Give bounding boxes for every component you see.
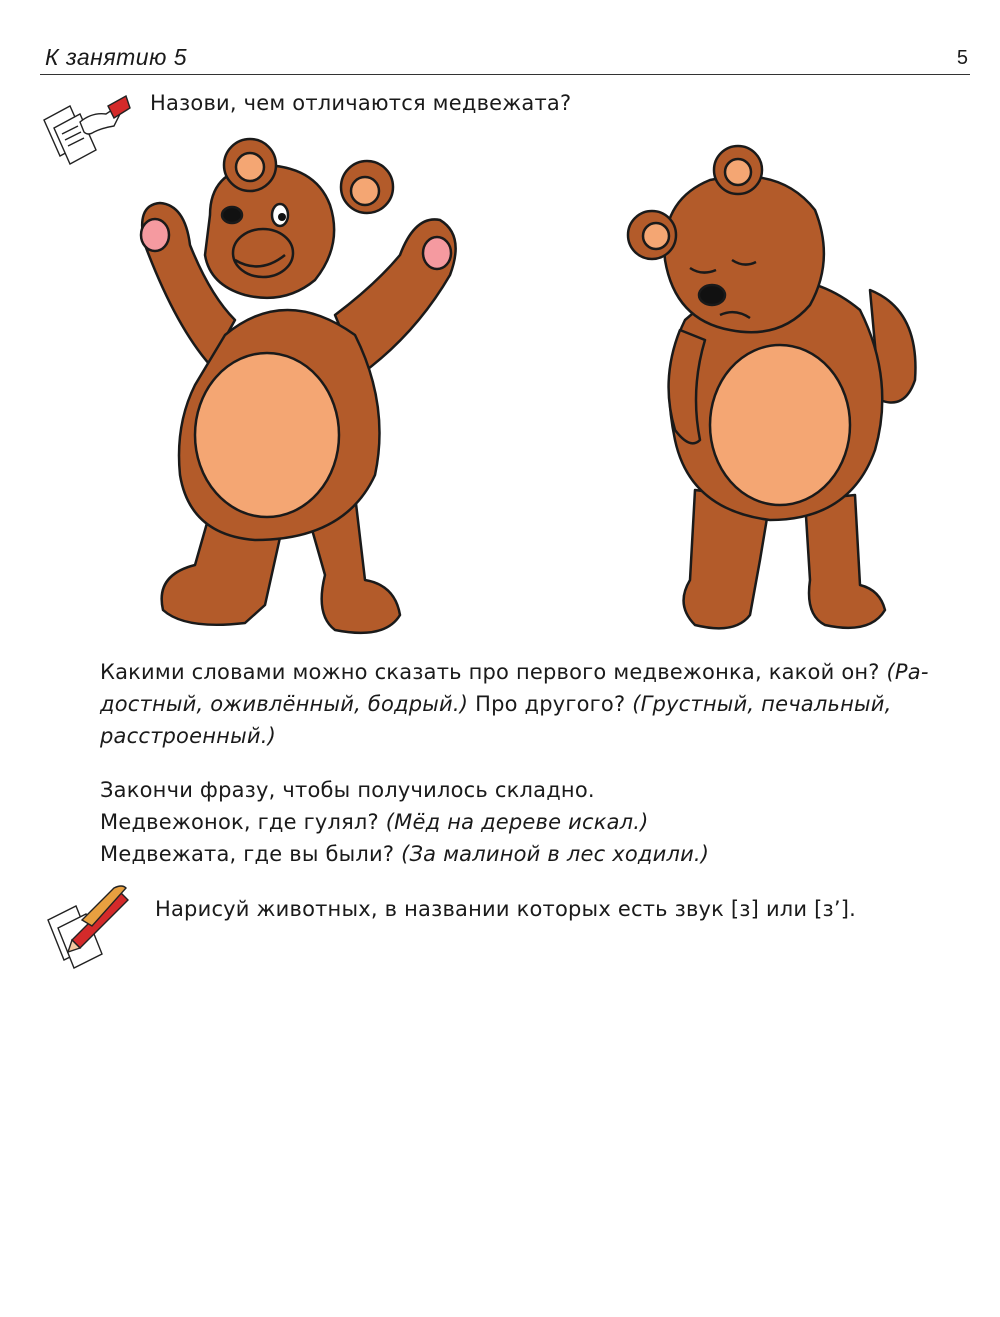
paragraph-line [100, 806, 970, 838]
question-text: Медвежонок, где гулял? [100, 810, 379, 834]
lesson-title: К занятию 5 [45, 44, 188, 70]
question-text: Какими словами можно сказать про первого медвежонка, какой он? [100, 660, 880, 684]
answer-text: (Ра- [886, 660, 929, 684]
question-paragraph [100, 656, 970, 752]
page-number: 5 [956, 47, 968, 69]
instruction-line: Закончи фразу, чтобы получилось складно. [100, 778, 595, 802]
answer-text: (Грустный, печальный, [632, 692, 892, 716]
answer-text: расстроенный.) [100, 724, 276, 748]
paragraph-line [100, 720, 970, 752]
question-text: Медвежата, где вы были? [100, 842, 395, 866]
answer-text: достный, оживлённый, бодрый.) [100, 692, 469, 716]
question-text: Про другого? [475, 692, 626, 716]
header-divider [40, 74, 970, 75]
rhyme-paragraph [100, 774, 970, 870]
pencil-brush-papers-icon [42, 880, 137, 970]
paragraph-line [100, 656, 970, 688]
happy-bear-illustration [115, 135, 475, 640]
answer-text: (За малиной в лес ходили.) [401, 842, 710, 866]
task-instruction: Нарисуй животных, в названии которых есть звук [з] или [з’]. [155, 897, 857, 921]
paragraph-line [100, 688, 970, 720]
answer-text: (Мёд на дереве искал.) [385, 810, 649, 834]
paragraph-line [100, 838, 970, 870]
sad-bear-illustration [620, 140, 930, 635]
task-instruction: Назови, чем отличаются медвежата? [150, 91, 572, 115]
